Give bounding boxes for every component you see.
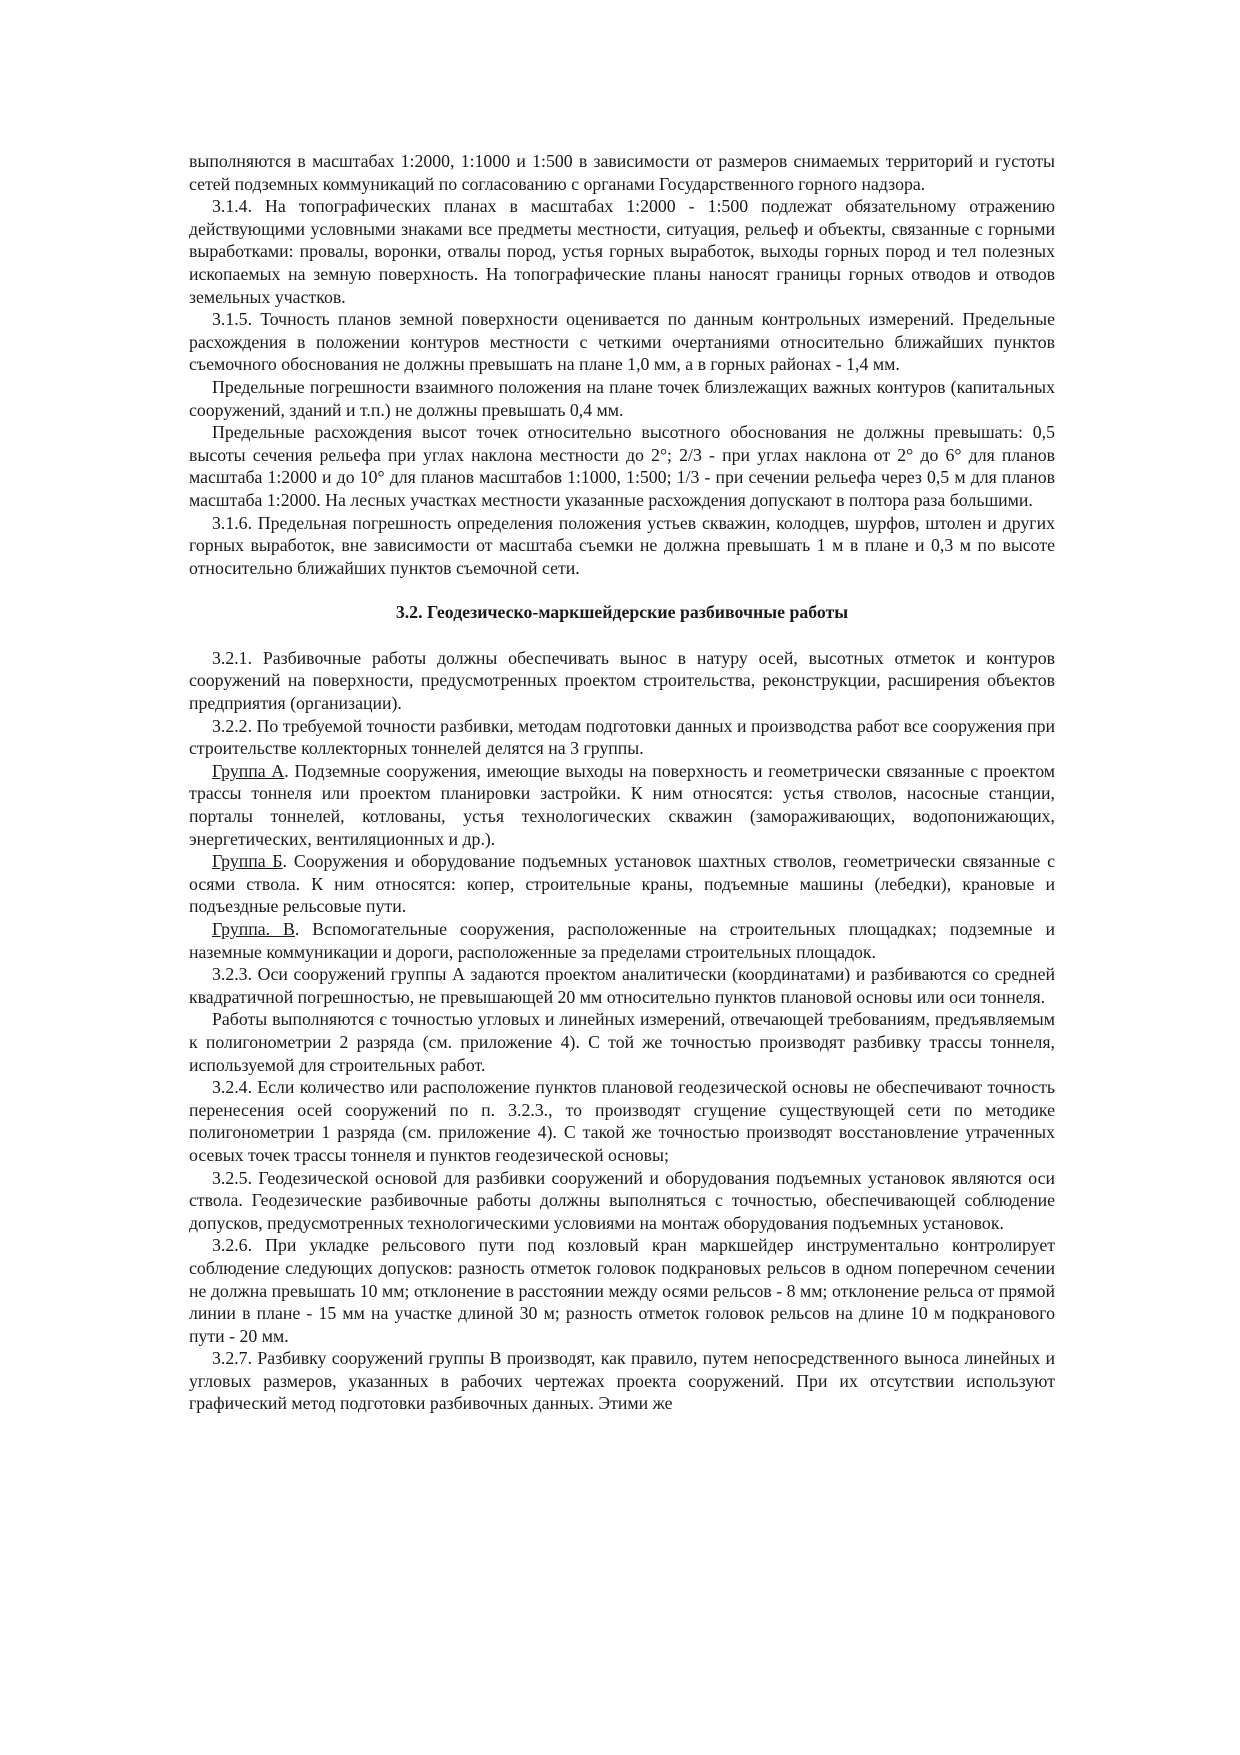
paragraph-3-1-5: 3.1.5. Точность планов земной поверхности оценивается по данным контрольных измерений. Предельные расхождения в положении контуров местности с четкими очертаниями относительно ближайших пунктов съемочного обоснования не должны превышать на плане 1,0 мм, а в горных районах - 1,4 мм. (189, 309, 1055, 375)
group-v-text: . Вспомогательные сооружения, расположенные на строительных площадках; подземные и наземные коммуникации и дороги, расположенные за пределами строительных площадок. (189, 919, 1055, 962)
group-a-text: . Подземные сооружения, имеющие выходы на поверхность и геометрически связанные с проектом трассы тоннеля или проектом планировки застройки. К ним относятся: устья стволов, насосные станции, порталы тоннелей, котлованы, устья технологических скважин (замораживающих, водопонижающих, энергетических, вентиляционных и др.). (189, 760, 1056, 849)
paragraph-3-2-7: 3.2.7. Разбивку сооружений группы В производят, как правило, путем непосредственного выноса линейных и угловых размеров, указанных в рабочих чертежах проекта сооружений. При их отсутствии используют графический метод подготовки разбивочных данных. Этими же (189, 1348, 1055, 1414)
paragraph-3-2-6: 3.2.6. При укладке рельсового пути под козловый кран маркшейдер инструментально контролирует соблюдение следующих допусков: разность отметок головок подкрановых рельсов в одном поперечном сечении не должна превышать 10 мм; отклонение в расстоянии между осями рельсов - 8 мм; отклонение рельса от прямой линии в плане - 15 мм на участке длиной 30 м; разность отметок головок рельсов на длине 10 м подкранового пути - 20 мм. (189, 1235, 1055, 1346)
group-v-label: Группа. В (212, 919, 295, 939)
paragraph-group-v (189, 918, 1055, 963)
paragraph-group-b (189, 850, 1055, 918)
paragraph-3-1-4: 3.1.4. На топографических планах в масштабах 1:2000 - 1:500 подлежат обязательному отражению действующими условными знаками все предметы местности, ситуация, рельеф и объекты, связанные с горными выработками: провалы, воронки, отвалы пород, устья горных выработок, выходы горных пород и тел полезных ископаемых на земную поверхность. На топографические планы наносят границы горных отводов и отводов земельных участков. (189, 196, 1055, 307)
paragraph-height-deviation: Предельные расхождения высот точек относительно высотного обоснования не должны превышать: 0,5 высоты сечения рельефа при углах наклона местности до 2°; 2/3 - при углах наклона от 2° до 6° для планов масштаба 1:2000 и до 10° для планов масштабов 1:1000, 1:500; 1/3 - при сечении рельефа через 0,5 м для планов масштаба 1:2000. На лесных участках местности указанные расхождения допускают в полтора раза большими. (189, 422, 1055, 510)
paragraph-3-1-6: 3.1.6. Предельная погрешность определения положения устьев скважин, колодцев, шурфов, штолен и других горных выработок, вне зависимости от масштаба съемки не должна превышать 1 м в плане и 0,3 м по высоте относительно ближайших пунктов съемочной сети. (189, 512, 1055, 578)
paragraph-3-2-1: 3.2.1. Разбивочные работы должны обеспечивать вынос в натуру осей, высотных отметок и контуров сооружений на поверхности, предусмотренных проектом строительства, реконструкции, расширения объектов предприятия (организации). (189, 647, 1055, 714)
group-b-text: . Сооружения и оборудование подъемных установок шахтных стволов, геометрически связанные с осями ствола. К ним относятся: копер, строительные краны, подъемные машины (лебедки), крановые и подъездные рельсовые пути. (189, 851, 1055, 917)
group-a-label: Группа А (212, 760, 285, 781)
paragraph-3-2-4: 3.2.4. Если количество или расположение пунктов плановой геодезической основы не обеспечивают точность перенесения осей сооружений по п. 3.2.3., то производят сгущение существующей сети по методике полигонометрии 1 разряда (см. приложение 4). С такой же точностью производят восстановление утраченных осевых точек трассы тоннеля и пунктов геодезической основы; (189, 1077, 1055, 1165)
paragraph-group-a (189, 760, 1055, 850)
paragraph-3-2-2: 3.2.2. По требуемой точности разбивки, методам подготовки данных и производства работ все сооружения при строительстве коллекторных тоннелей делятся на 3 группы. (189, 715, 1055, 759)
section-heading-3-2: 3.2. Геодезическо-маркшейдерские разбивочные работы (395, 602, 849, 623)
group-b-label: Группа Б (212, 851, 283, 872)
page-body (189, 150, 1055, 1415)
paragraph-polygonometry: Работы выполняются с точностью угловых и линейных измерений, отвечающей требованиям, предъявляемым к полигонометрии 2 разряда (см. приложение 4). С той же точностью производят разбивку трассы тоннеля, используемой для строительных работ. (189, 1009, 1055, 1075)
paragraph-scales: выполняются в масштабах 1:2000, 1:1000 и 1:500 в зависимости от размеров снимаемых территорий и густоты сетей подземных коммуникаций по согласованию с органами Государственного горного надзора. (189, 151, 1055, 194)
paragraph-mutual-position: Предельные погрешности взаимного положения на плане точек близлежащих важных контуров (капитальных сооружений, зданий и т.п.) не должны превышать 0,4 мм. (189, 376, 1055, 420)
paragraph-3-2-3: 3.2.3. Оси сооружений группы А задаются проектом аналитически (координатами) и разбиваются со средней квадратичной погрешностью, не превышающей 20 мм относительно пунктов плановой основы или оси тоннеля. (189, 964, 1055, 1007)
paragraph-3-2-5: 3.2.5. Геодезической основой для разбивки сооружений и оборудования подъемных установок являются оси ствола. Геодезические разбивочные работы должны выполняться с точностью, обеспечивающей соблюдение допусков, предусмотренных технологическими условиями на монтаж оборудования подъемных установок. (189, 1167, 1055, 1233)
